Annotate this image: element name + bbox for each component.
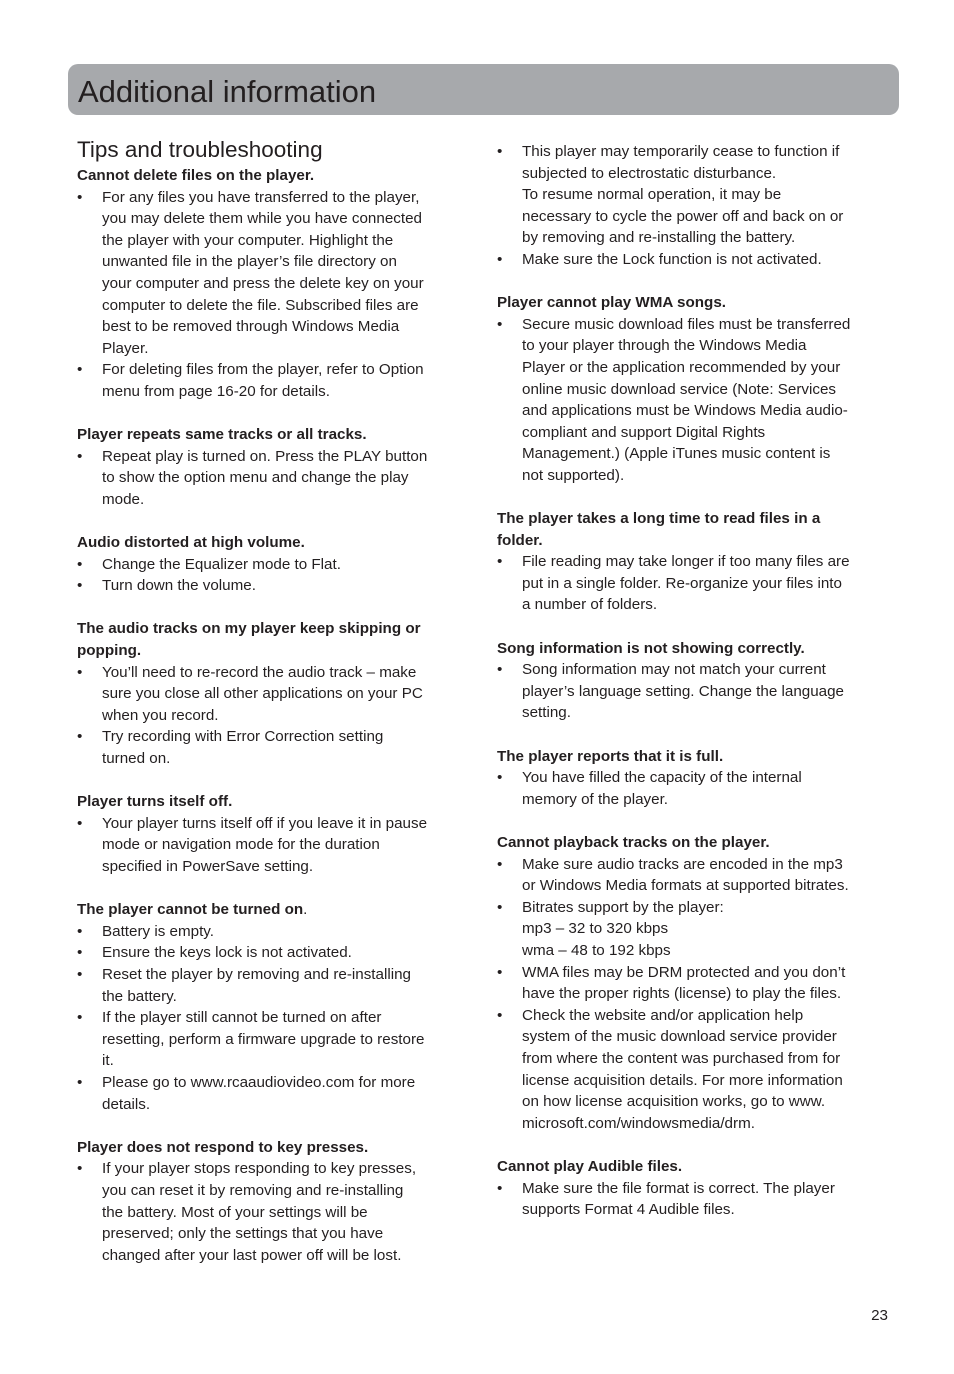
list-item-line: a number of folders. [522, 596, 658, 614]
block-spacer [497, 271, 893, 293]
list-item-line: details. [102, 1095, 151, 1113]
block-spacer [497, 724, 893, 746]
list-item-line: resetting, perform a firmware upgrade to restore [102, 1030, 425, 1048]
block-heading-line: popping. [77, 642, 142, 660]
list-item-line: File reading may take longer if too many files are [522, 553, 850, 571]
list-item-line: Make sure the file format is correct. The player [522, 1179, 835, 1197]
block-spacer [497, 810, 893, 832]
troubleshooting-block [77, 424, 469, 510]
bullet-icon: • [77, 361, 83, 379]
list-item [77, 554, 469, 576]
list-item-line: supports Format 4 Audible files. [522, 1201, 735, 1219]
troubleshooting-block [77, 899, 469, 1115]
bullet-icon: • [497, 1179, 503, 1197]
block-heading-text: Player cannot play WMA songs. [497, 294, 726, 312]
list-item-line: changed after your last power off will be lost. [102, 1246, 402, 1264]
troubleshooting-block [497, 508, 893, 616]
right-column [497, 141, 893, 1221]
list-item-line: the battery. [102, 987, 177, 1005]
bullet-icon: • [497, 855, 503, 873]
bullet-icon: • [497, 769, 503, 787]
list-item [77, 187, 469, 360]
bullet-icon: • [497, 898, 503, 916]
troubleshooting-block [77, 165, 469, 403]
list-item-line: Repeat play is turned on. Press the PLAY button [102, 447, 428, 465]
left-column [77, 135, 469, 1266]
list-item-line: Player or the application recommended by your [522, 358, 841, 376]
list-item-line: Check the website and/or application help [522, 1006, 804, 1024]
bullet-list [497, 551, 893, 616]
list-item-line: Change the Equalizer mode to Flat. [102, 555, 341, 573]
block-heading [77, 899, 469, 921]
bullet-icon: • [497, 661, 503, 679]
list-item-line: you may delete them while you have connected [102, 210, 422, 228]
block-heading [497, 638, 893, 660]
list-item [77, 1072, 469, 1115]
list-item-line: This player may temporarily cease to function if [522, 143, 840, 160]
troubleshooting-block [77, 618, 469, 769]
block-heading-text: Cannot play Audible files. [497, 1157, 683, 1175]
list-item-line: memory of the player. [522, 790, 669, 808]
troubleshooting-block [497, 141, 893, 271]
list-item-line: microsoft.com/windowsmedia/drm. [522, 1114, 755, 1132]
block-spacer [77, 1115, 469, 1137]
block-heading-text: Player does not respond to key presses. [77, 1138, 369, 1156]
troubleshooting-block [77, 791, 469, 877]
section-title: Tips and troubleshooting [77, 137, 323, 162]
block-heading [77, 532, 469, 554]
list-item-line: the player with your computer. Highlight the [102, 231, 394, 249]
list-item-line: compliant and support Digital Rights [522, 423, 766, 441]
bullet-list [497, 314, 893, 487]
list-item-line: Try recording with Error Correction setting [102, 728, 384, 746]
list-item [497, 659, 893, 724]
list-item-line: not supported). [522, 466, 625, 484]
header-bar [68, 64, 899, 115]
block-heading [77, 424, 469, 446]
list-item [497, 141, 893, 249]
bullet-icon: • [77, 1073, 83, 1091]
list-item [77, 575, 469, 597]
bullet-list [77, 813, 469, 878]
list-item-line: If the player still cannot be turned on after [102, 1009, 382, 1027]
block-spacer [497, 1134, 893, 1156]
page-number: 23 [871, 1307, 888, 1324]
list-item [77, 921, 469, 943]
list-item-line: wma – 48 to 192 kbps [522, 941, 671, 959]
list-item-line: Make sure the Lock function is not activated. [522, 250, 822, 268]
block-spacer [77, 770, 469, 792]
bullet-list [497, 1178, 893, 1221]
bullet-list [497, 767, 893, 810]
list-item [497, 1178, 893, 1221]
bullet-icon: • [77, 728, 83, 746]
bullet-icon: • [77, 814, 83, 832]
bullet-list [77, 554, 469, 597]
list-item [497, 854, 893, 897]
block-heading-line: folder. [497, 531, 543, 549]
list-item-line: Make sure audio tracks are encoded in the mp3 [522, 855, 843, 873]
block-heading-text: Song information is not showing correctly. [497, 639, 805, 657]
list-item [77, 446, 469, 511]
list-item-line: Turn down the volume. [102, 577, 256, 595]
list-item [77, 964, 469, 1007]
list-item-line: Management.) (Apple iTunes music content is [522, 445, 831, 463]
troubleshooting-block [497, 746, 893, 811]
bullet-icon: • [77, 1160, 83, 1178]
bullet-icon: • [497, 315, 503, 333]
list-item-line: or Windows Media formats at supported bitrates. [522, 877, 849, 895]
list-item-line: subjected to electrostatic disturbance. [522, 164, 777, 182]
bullet-icon: • [497, 1006, 503, 1024]
list-item-line: menu from page 16-20 for details. [102, 382, 330, 400]
block-heading [497, 832, 893, 854]
block-heading [77, 165, 469, 187]
list-item-line: Ensure the keys lock is not activated. [102, 944, 352, 962]
block-spacer [497, 616, 893, 638]
list-item-line: put in a single folder. Re-organize your files into [522, 574, 842, 592]
block-spacer [77, 403, 469, 425]
block-heading-line: The audio tracks on my player keep skipping or [77, 620, 421, 638]
list-item [497, 249, 893, 271]
list-item-line: from where the content was purchased from for [522, 1049, 841, 1067]
block-spacer [497, 487, 893, 509]
list-item-line: sure you close all other applications on your PC [102, 685, 423, 703]
block-heading [497, 292, 893, 314]
list-item-line: mode. [102, 490, 145, 508]
list-item-line: Bitrates support by the player: [522, 898, 724, 916]
list-item-line: license acquisition details. For more information [522, 1071, 843, 1089]
list-item [497, 767, 893, 810]
list-item-line: on how license acquisition works, go to www. [522, 1093, 826, 1111]
block-heading [77, 618, 469, 661]
bullet-icon: • [497, 553, 503, 571]
block-spacer [77, 878, 469, 900]
block-spacer [77, 511, 469, 533]
list-item-line: If your player stops responding to key presses, [102, 1160, 417, 1178]
list-item-line: and applications must be Windows Media audio- [522, 402, 848, 420]
block-heading [77, 791, 469, 813]
troubleshooting-block [77, 532, 469, 597]
list-item-line: Reset the player by removing and re-installing [102, 965, 411, 983]
bullet-list [77, 187, 469, 403]
bullet-list [497, 141, 893, 271]
bullet-icon: • [77, 577, 83, 595]
list-item-line: WMA files may be DRM protected and you don’t [522, 963, 846, 981]
bullet-icon: • [77, 965, 83, 983]
bullet-icon: • [77, 1009, 83, 1027]
list-item-line: your computer and press the delete key on your [102, 274, 424, 292]
bullet-icon: • [497, 143, 503, 160]
bullet-icon: • [497, 963, 503, 981]
block-spacer [77, 597, 469, 619]
list-item [77, 359, 469, 402]
bullet-list [497, 659, 893, 724]
block-heading-suffix: . [303, 901, 308, 919]
list-item-line: Secure music download files must be transferred [522, 315, 851, 333]
list-item [77, 1158, 469, 1266]
troubleshooting-block [497, 832, 893, 1134]
list-item-line: specified in PowerSave setting. [102, 858, 314, 875]
block-heading-text: Player repeats same tracks or all tracks. [77, 426, 367, 444]
list-item-line: player’s language setting. Change the language [522, 682, 845, 700]
block-heading-text: Audio distorted at high volume. [77, 534, 305, 552]
bullet-icon: • [77, 555, 83, 573]
list-item-line: online music download service (Note: Services [522, 380, 837, 398]
block-heading-line: The player takes a long time to read files in a [497, 510, 821, 528]
list-item-line: You’ll need to re-record the audio track – make [102, 663, 417, 681]
list-item-line: Song information may not match your current [522, 661, 826, 679]
bullet-list [77, 921, 469, 1115]
block-heading [497, 508, 893, 551]
block-heading [77, 1137, 469, 1159]
list-item-line: computer to delete the file. Subscribed files are [102, 296, 419, 314]
bullet-icon: • [77, 944, 83, 962]
block-heading-text: Player turns itself off. [77, 793, 233, 811]
bullet-list [77, 1158, 469, 1266]
list-item [77, 813, 469, 878]
list-item-line: when you record. [102, 706, 219, 724]
bullet-list [77, 662, 469, 770]
bullet-icon: • [497, 250, 503, 268]
list-item-line: mp3 – 32 to 320 kbps [522, 920, 669, 938]
block-heading-text: Cannot playback tracks on the player. [497, 834, 770, 851]
bullet-icon: • [77, 188, 83, 206]
list-item [77, 726, 469, 769]
list-item [497, 1005, 893, 1135]
list-item [497, 314, 893, 487]
block-heading [497, 746, 893, 768]
list-item-line: the battery. Most of your settings will be [102, 1203, 368, 1221]
list-item [497, 897, 893, 962]
troubleshooting-block [77, 1137, 469, 1267]
bullet-icon: • [77, 663, 83, 681]
list-item-line: You have filled the capacity of the internal [522, 769, 802, 787]
list-item-line: by removing and re-installing the battery. [522, 229, 796, 247]
list-item-line: Your player turns itself off if you leave it in pause [102, 814, 428, 832]
list-item [497, 551, 893, 616]
troubleshooting-block [497, 1156, 893, 1221]
troubleshooting-block [497, 292, 893, 486]
list-item-line: To resume normal operation, it may be [522, 186, 782, 204]
list-item-line: mode or navigation mode for the duration [102, 836, 380, 854]
list-item-line: to your player through the Windows Media [522, 337, 807, 355]
list-item-line: Player. [102, 339, 149, 357]
list-item-line: turned on. [102, 750, 171, 768]
bullet-list [497, 854, 893, 1135]
list-item [77, 662, 469, 727]
block-heading-text: Cannot delete files on the player. [77, 167, 315, 184]
list-item [497, 962, 893, 1005]
block-heading-text: The player reports that it is full. [497, 747, 724, 765]
list-item-line: system of the music download service provider [522, 1028, 837, 1046]
list-item-line: you can reset it by removing and re-installing [102, 1181, 404, 1199]
list-item-line: preserved; only the settings that you have [102, 1225, 384, 1243]
troubleshooting-block [497, 638, 893, 724]
list-item-line: Please go to www.rcaaudiovideo.com for more [102, 1073, 416, 1091]
list-item-line: setting. [522, 704, 571, 722]
list-item-line: to show the option menu and change the play [102, 469, 409, 487]
list-item-line: For any files you have transferred to the player, [102, 188, 420, 206]
list-item-line: For deleting files from the player, refer to Option [102, 361, 424, 379]
page-title: Additional information [78, 74, 377, 109]
block-heading [497, 1156, 893, 1178]
list-item-line: have the proper rights (license) to play the files. [522, 985, 842, 1003]
bullet-icon: • [77, 447, 83, 465]
bullet-list [77, 446, 469, 511]
list-item-line: unwanted file in the player’s file directory on [102, 253, 397, 271]
bullet-icon: • [77, 922, 83, 940]
block-heading-text: The player cannot be turned on [77, 901, 304, 919]
list-item [77, 942, 469, 964]
list-item-line: best to be removed through Windows Media [102, 318, 400, 336]
list-item-line: it. [102, 1052, 114, 1070]
list-item [77, 1007, 469, 1072]
list-item-line: Battery is empty. [102, 922, 214, 940]
list-item-line: necessary to cycle the power off and back on or [522, 207, 844, 225]
